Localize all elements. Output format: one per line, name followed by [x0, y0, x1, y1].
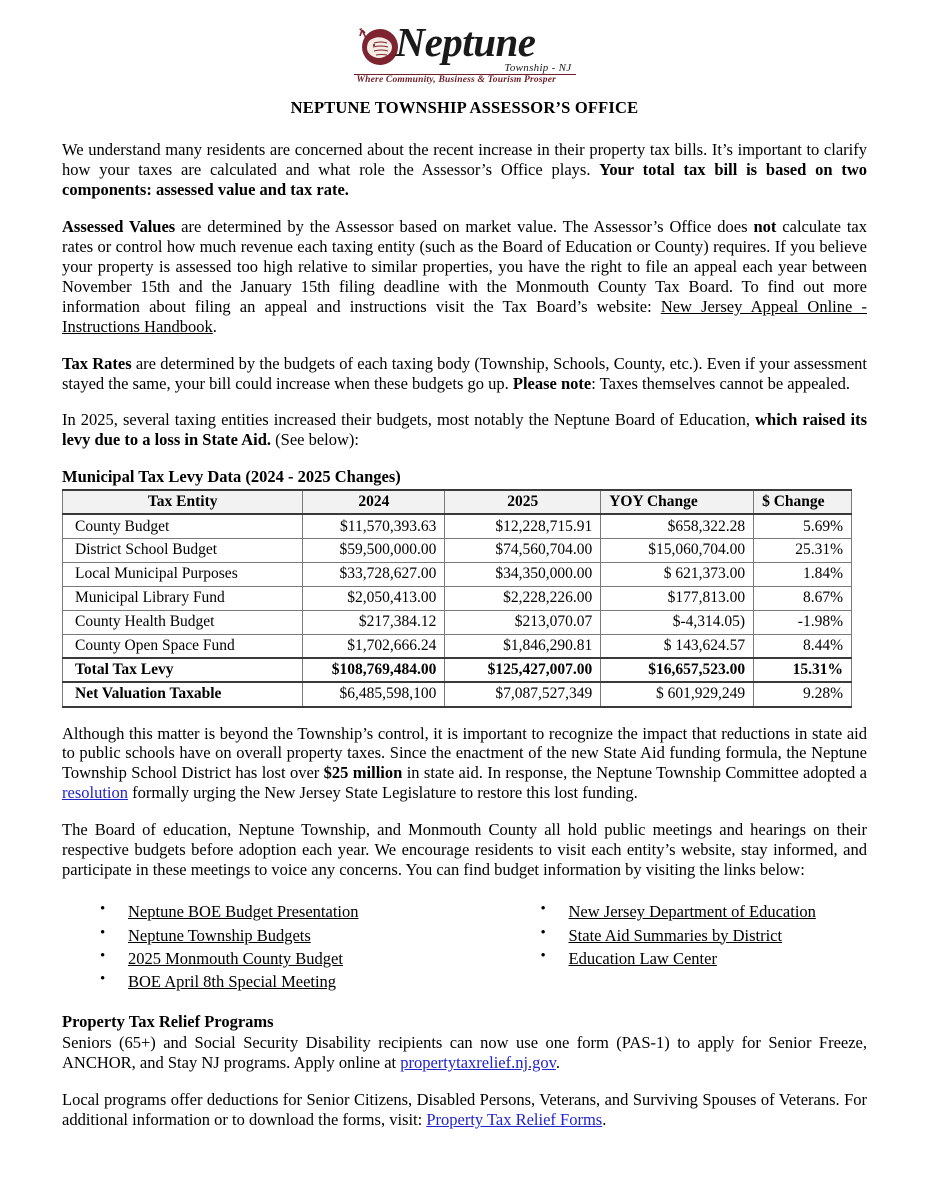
township-logo-header	[62, 19, 867, 86]
table-row	[63, 634, 852, 658]
table-caption: Municipal Tax Levy Data (2024 - 2025 Changes)	[62, 467, 401, 487]
propertytaxrelief-nj-gov-link[interactable]: propertytaxrelief.nj.gov	[400, 1052, 556, 1072]
list-item	[569, 924, 868, 947]
cell-pct: 1.84%	[754, 562, 852, 586]
cell-2025: $213,070.07	[445, 610, 601, 634]
cell-2024: $2,050,413.00	[303, 586, 445, 610]
cell-2024: $1,702,666.24	[303, 634, 445, 658]
cell-pct: 15.31%	[754, 658, 852, 682]
cell-2024: $108,769,484.00	[303, 658, 445, 682]
table-row	[63, 538, 852, 562]
municipal-tax-levy-table	[62, 489, 852, 707]
relief-programs-paragraph	[62, 1033, 867, 1073]
tax-rates-text-1: are determined by the budgets of each taxing body (Township, Schools, County, etc.). Even if your assessment stayed the same, your bill could increase when these budgets go up.	[62, 353, 867, 393]
cell-entity: Net Valuation Taxable	[63, 682, 303, 706]
intro-text: We understand many residents are concerned about the recent increase in their property tax bills. It’s important to clarify how your taxes are calculated and what role the Assessor’s Office plays.	[62, 140, 867, 179]
assessed-text-2: calculate tax rates or control how much revenue each taxing entity (such as the Board of Education or County) requires. If you believe your property is assessed too high relative to similar properties, you have the right to file an appeal each year between November 15th and the January 15th filing deadline with the Monmouth County Tax Board. To find out more information about filing an appeal and instructions visit the Tax Board’s website:	[62, 216, 867, 316]
resolution-link[interactable]: resolution	[62, 783, 128, 803]
cell-yoy: $ 621,373.00	[601, 562, 754, 586]
intro-bold: Your total tax bill is based on two components: assessed value and tax rate.	[62, 159, 867, 199]
state-aid-paragraph	[62, 724, 867, 804]
column-header-yoy-change: YOY Change	[601, 490, 754, 514]
column-header-2024: 2024	[303, 490, 445, 514]
cell-yoy: $177,813.00	[601, 586, 754, 610]
cell-2024: $33,728,627.00	[303, 562, 445, 586]
table-row	[63, 514, 852, 538]
list-item	[128, 924, 465, 947]
cell-pct: 25.31%	[754, 538, 852, 562]
cell-pct: 8.67%	[754, 586, 852, 610]
budget-links-left-column	[62, 900, 465, 994]
budget-links-right-list	[503, 900, 868, 970]
list-item	[128, 947, 465, 970]
table-row-net-valuation	[63, 682, 852, 706]
appeal-handbook-link[interactable]: New Jersey Appeal Online - Instructions Handbook	[62, 296, 867, 336]
relief-text-1: Seniors (65+) and Social Security Disability recipients can now use one form (PAS-1) to apply for Senior Freeze, ANCHOR, and Stay NJ programs. Apply online at	[62, 1032, 867, 1072]
list-item	[569, 900, 868, 923]
local-programs-paragraph	[62, 1090, 867, 1130]
link-state-aid-summaries-by-district[interactable]: State Aid Summaries by District	[568, 925, 783, 945]
cell-entity: Municipal Library Fund	[63, 586, 303, 610]
tax-rates-paragraph	[62, 354, 867, 394]
year-2025-bold: which raised its levy due to a loss in State Aid.	[62, 410, 867, 450]
please-note-bold: Please note	[512, 373, 592, 393]
table-body	[63, 514, 852, 706]
state-aid-text-3: formally urging the New Jersey State Legislature to restore this lost funding.	[128, 783, 638, 803]
local-text-1: Local programs offer deductions for Senior Citizens, Disabled Persons, Veterans, and Surviving Spouses of Veterans. For additional information or to download the forms, visit:	[62, 1089, 867, 1129]
assessed-text-3: .	[212, 316, 217, 336]
cell-yoy: $-4,314.05)	[601, 610, 754, 634]
assessed-lead: Assessed Values	[62, 216, 176, 236]
year-2025-paragraph	[62, 410, 867, 450]
table-header	[63, 490, 852, 514]
cell-entity: County Budget	[63, 514, 303, 538]
link-2025-monmouth-county-budget[interactable]: 2025 Monmouth County Budget	[128, 949, 343, 969]
list-item	[128, 970, 465, 993]
cell-2025: $7,087,527,349	[445, 682, 601, 706]
cell-2024: $59,500,000.00	[303, 538, 445, 562]
cell-2025: $125,427,007.00	[445, 658, 601, 682]
cell-pct: 9.28%	[754, 682, 852, 706]
link-education-law-center[interactable]: Education Law Center	[568, 949, 717, 969]
column-header-dollar-change: $ Change	[754, 490, 852, 514]
neptune-trident-head-icon	[354, 24, 402, 72]
cell-2025: $12,228,715.91	[445, 514, 601, 538]
tax-rates-text-2: : Taxes themselves cannot be appealed.	[591, 373, 851, 393]
column-header-2025: 2025	[445, 490, 601, 514]
local-text-2: .	[602, 1109, 607, 1129]
cell-entity: County Open Space Fund	[63, 634, 303, 658]
state-aid-text-2: in state aid. In response, the Neptune Township Committee adopted a	[402, 763, 868, 783]
cell-entity: County Health Budget	[63, 610, 303, 634]
table-row	[63, 586, 852, 610]
year-2025-text-2: (See below):	[271, 430, 360, 450]
cell-pct: 5.69%	[754, 514, 852, 538]
meetings-paragraph: The Board of education, Neptune Township, and Monmouth County all hold public meetings and hearings on their respective budgets before adoption each year. We encourage residents to visit each entity’s website, stay informed, and participate in these meetings to voice any concerns. You can find budget information by visiting the links below:	[62, 820, 867, 880]
cell-yoy: $16,657,523.00	[601, 658, 754, 682]
state-aid-text-1: Although this matter is beyond the Township’s control, it is important to recognize the impact that reductions in state aid to public schools have on overall property taxes. Since the enactment of the new State Aid funding formula, the Neptune Township School District has lost over	[62, 723, 867, 783]
intro-paragraph	[62, 140, 867, 200]
logo-wordmark: Neptune	[395, 19, 536, 65]
cell-entity: District School Budget	[63, 538, 303, 562]
relief-programs-heading: Property Tax Relief Programs	[62, 1011, 274, 1031]
year-2025-text-1: In 2025, several taxing entities increased their budgets, most notably the Neptune Board of Education,	[62, 410, 756, 430]
cell-2024: $217,384.12	[303, 610, 445, 634]
budget-links-section	[62, 900, 867, 994]
link-new-jersey-department-of-education[interactable]: New Jersey Department of Education	[568, 902, 816, 922]
cell-2024: $6,485,598,100	[303, 682, 445, 706]
logo-tagline: Where Community, Business & Tourism Prosper	[356, 75, 557, 85]
assessed-bold-not: not	[753, 216, 777, 236]
budget-links-right-column	[465, 900, 868, 994]
table-row	[63, 610, 852, 634]
table-row	[63, 562, 852, 586]
table-header-row	[63, 490, 852, 514]
cell-entity: Total Tax Levy	[63, 658, 303, 682]
property-tax-relief-forms-link[interactable]: Property Tax Relief Forms	[426, 1109, 603, 1129]
budget-links-left-list	[62, 900, 465, 994]
relief-text-2: .	[555, 1052, 560, 1072]
cell-yoy: $ 143,624.57	[601, 634, 754, 658]
cell-yoy: $658,322.28	[601, 514, 754, 538]
link-boe-april-8th-special-meeting[interactable]: BOE April 8th Special Meeting	[128, 972, 337, 992]
table-row-total	[63, 658, 852, 682]
cell-yoy: $15,060,704.00	[601, 538, 754, 562]
cell-2025: $74,560,704.00	[445, 538, 601, 562]
link-neptune-township-budgets[interactable]: Neptune Township Budgets	[128, 925, 311, 945]
logo-subtitle: Township - NJ	[504, 62, 572, 74]
page-title: NEPTUNE TOWNSHIP ASSESSOR’S OFFICE	[290, 98, 639, 117]
assessed-text-1: are determined by the Assessor based on market value. The Assessor’s Office does	[175, 216, 754, 236]
cell-pct: 8.44%	[754, 634, 852, 658]
neptune-township-logo	[354, 19, 576, 86]
cell-2025: $1,846,290.81	[445, 634, 601, 658]
cell-yoy: $ 601,929,249	[601, 682, 754, 706]
cell-entity: Local Municipal Purposes	[63, 562, 303, 586]
state-aid-bold: $25 million	[323, 763, 403, 783]
assessed-values-paragraph	[62, 217, 867, 337]
tax-rates-lead: Tax Rates	[62, 353, 132, 373]
cell-2024: $11,570,393.63	[303, 514, 445, 538]
list-item	[569, 947, 868, 970]
cell-pct: -1.98%	[754, 610, 852, 634]
column-header-tax-entity: Tax Entity	[63, 490, 303, 514]
cell-2025: $34,350,000.00	[445, 562, 601, 586]
list-item	[128, 900, 465, 923]
link-neptune-boe-budget-presentation[interactable]: Neptune BOE Budget Presentation	[128, 902, 359, 922]
cell-2025: $2,228,226.00	[445, 586, 601, 610]
